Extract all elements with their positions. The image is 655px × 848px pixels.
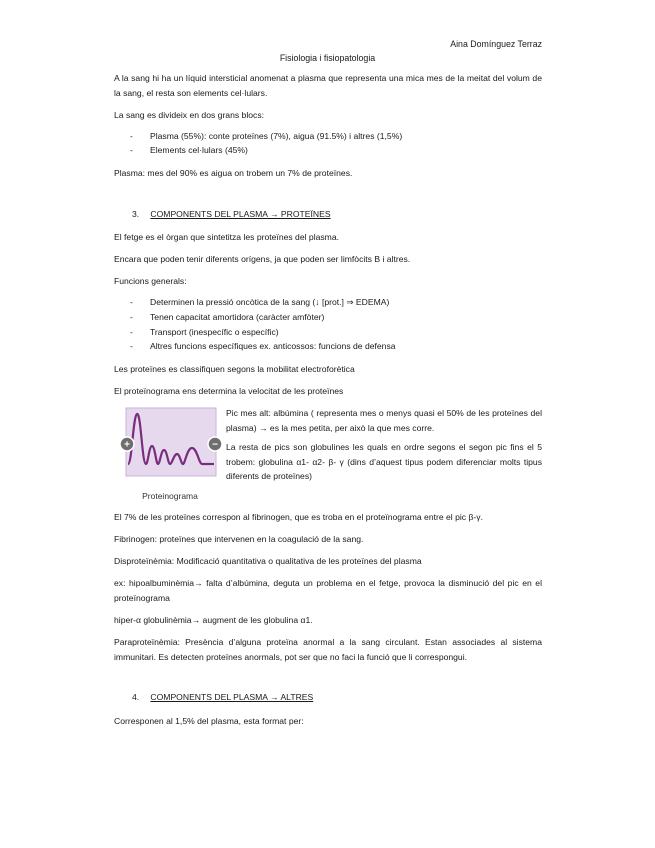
- intro-blocs-lead: La sang es divideix en dos grans blocs:: [114, 109, 265, 120]
- plasma-paragraph: Plasma: mes del 90% es aigua on trobem un 7% de proteïnes.: [114, 167, 353, 178]
- paragraph: ex: hipoalbuminèmia→ falta d’albúmina, deguta un problema en el fetge, provoca la disminució del pic en el proteïnograma: [114, 578, 542, 603]
- proteinograma-block: [114, 406, 542, 506]
- bullet-dash: -: [130, 326, 133, 337]
- author-name: Aina Domínguez Terraz: [450, 39, 542, 49]
- proteinograma-description: [226, 406, 542, 489]
- section-title: COMPONENTS DEL PLASMA → PROTEÏNES: [150, 208, 331, 219]
- intro-paragraph: A la sang hi ha un líquid intersticial anomenat a plasma que representa una mica mes de la meitat del volum de la sang, el resta son elements cel·lulars.: [114, 73, 542, 98]
- list-item: [114, 310, 542, 325]
- document-body: [114, 71, 542, 736]
- list-item-text: Plasma (55%): conte proteïnes (7%), aigua (91.5%) i altres (1,5%): [150, 130, 403, 141]
- proteinograma-chart: [116, 406, 222, 490]
- funcions-list: [114, 295, 542, 353]
- section-heading-altres: [114, 690, 542, 705]
- paragraph: Fibrinogen: proteïnes que intervenen en la coagulació de la sang.: [114, 534, 364, 545]
- funcions-lead: Funcions generals:: [114, 276, 187, 287]
- paragraph: Les proteïnes es classifiquen segons la mobilitat electroforètica: [114, 363, 355, 374]
- bullet-dash: -: [130, 130, 133, 141]
- list-item: [114, 339, 542, 354]
- proteinograma-figure: [116, 406, 222, 490]
- figure-caption: Proteinograma: [142, 491, 198, 501]
- list-item: [114, 325, 542, 340]
- list-item-text: Elements cel·lulars (45%): [150, 145, 248, 156]
- paragraph: El fetge es el òrgan que sintetitza les proteïnes del plasma.: [114, 232, 340, 243]
- bullet-dash: -: [130, 145, 133, 156]
- list-item: [114, 129, 542, 144]
- minus-sign: −: [212, 439, 218, 451]
- list-item-text: Altres funcions específiques ex. anticossos: funcions de defensa: [150, 341, 396, 352]
- paragraph: La resta de pics son globulines les quals en ordre segons el segon pic fins el 5 trobem: globulina α1- α2- β- γ (dins d’aquest tipus podem diferenciar molts tipus diferents de proteïnes): [226, 442, 542, 482]
- paragraph: El 7% de les proteïnes correspon al fibrinogen, que es troba en el proteïnograma entre el pic β-γ.: [114, 512, 483, 522]
- paragraph: Paraproteïnèmia: Presència d’alguna proteïna anormal a la sang circulant. Estan associades al sistema immunitari. Es detecten proteïnes anormals, pot ser que no faci la funció que li correspongui.: [114, 637, 542, 662]
- bullet-dash: -: [130, 297, 133, 308]
- section-number: 4.: [132, 692, 140, 703]
- list-item-text: Tenen capacitat amortidora (caràcter amfòter): [150, 312, 325, 323]
- paragraph: Encara que poden tenir diferents orígens, ja que poden ser limfòcits B i altres.: [114, 254, 411, 265]
- plus-sign: +: [124, 439, 130, 451]
- bullet-dash: -: [130, 312, 133, 323]
- bullet-dash: -: [130, 341, 133, 352]
- list-item: [114, 295, 542, 310]
- paragraph: Disproteïnèmia: Modificació quantitativa o qualitativa de les proteïnes del plasma: [114, 556, 422, 567]
- paragraph: El proteïnograma ens determina la velocitat de les proteïnes: [114, 385, 344, 396]
- blocs-list: [114, 129, 542, 158]
- section-title: COMPONENTS DEL PLASMA → ALTRES: [150, 692, 314, 703]
- list-item-text: Transport (inespecífic o específic): [150, 326, 279, 337]
- document-title: Fisiologia i fisiopatologia: [279, 53, 376, 63]
- section-number: 3.: [132, 208, 140, 219]
- paragraph: Corresponen al 1,5% del plasma, esta format per:: [114, 715, 304, 726]
- list-item-text: Determinen la pressió oncòtica de la sang (↓ [prot.] ⇒ EDEMA): [150, 297, 390, 308]
- paragraph: Pic mes alt: albúmina ( representa mes o menys quasi el 50% de les proteïnes del plasma) → es la mes petita, per això la que mes corre.: [226, 408, 542, 433]
- paragraph: hiper-α globulinèmia→ augment de les globulina α1.: [114, 614, 313, 625]
- list-item: [114, 143, 542, 158]
- section-heading-proteines: [114, 207, 542, 222]
